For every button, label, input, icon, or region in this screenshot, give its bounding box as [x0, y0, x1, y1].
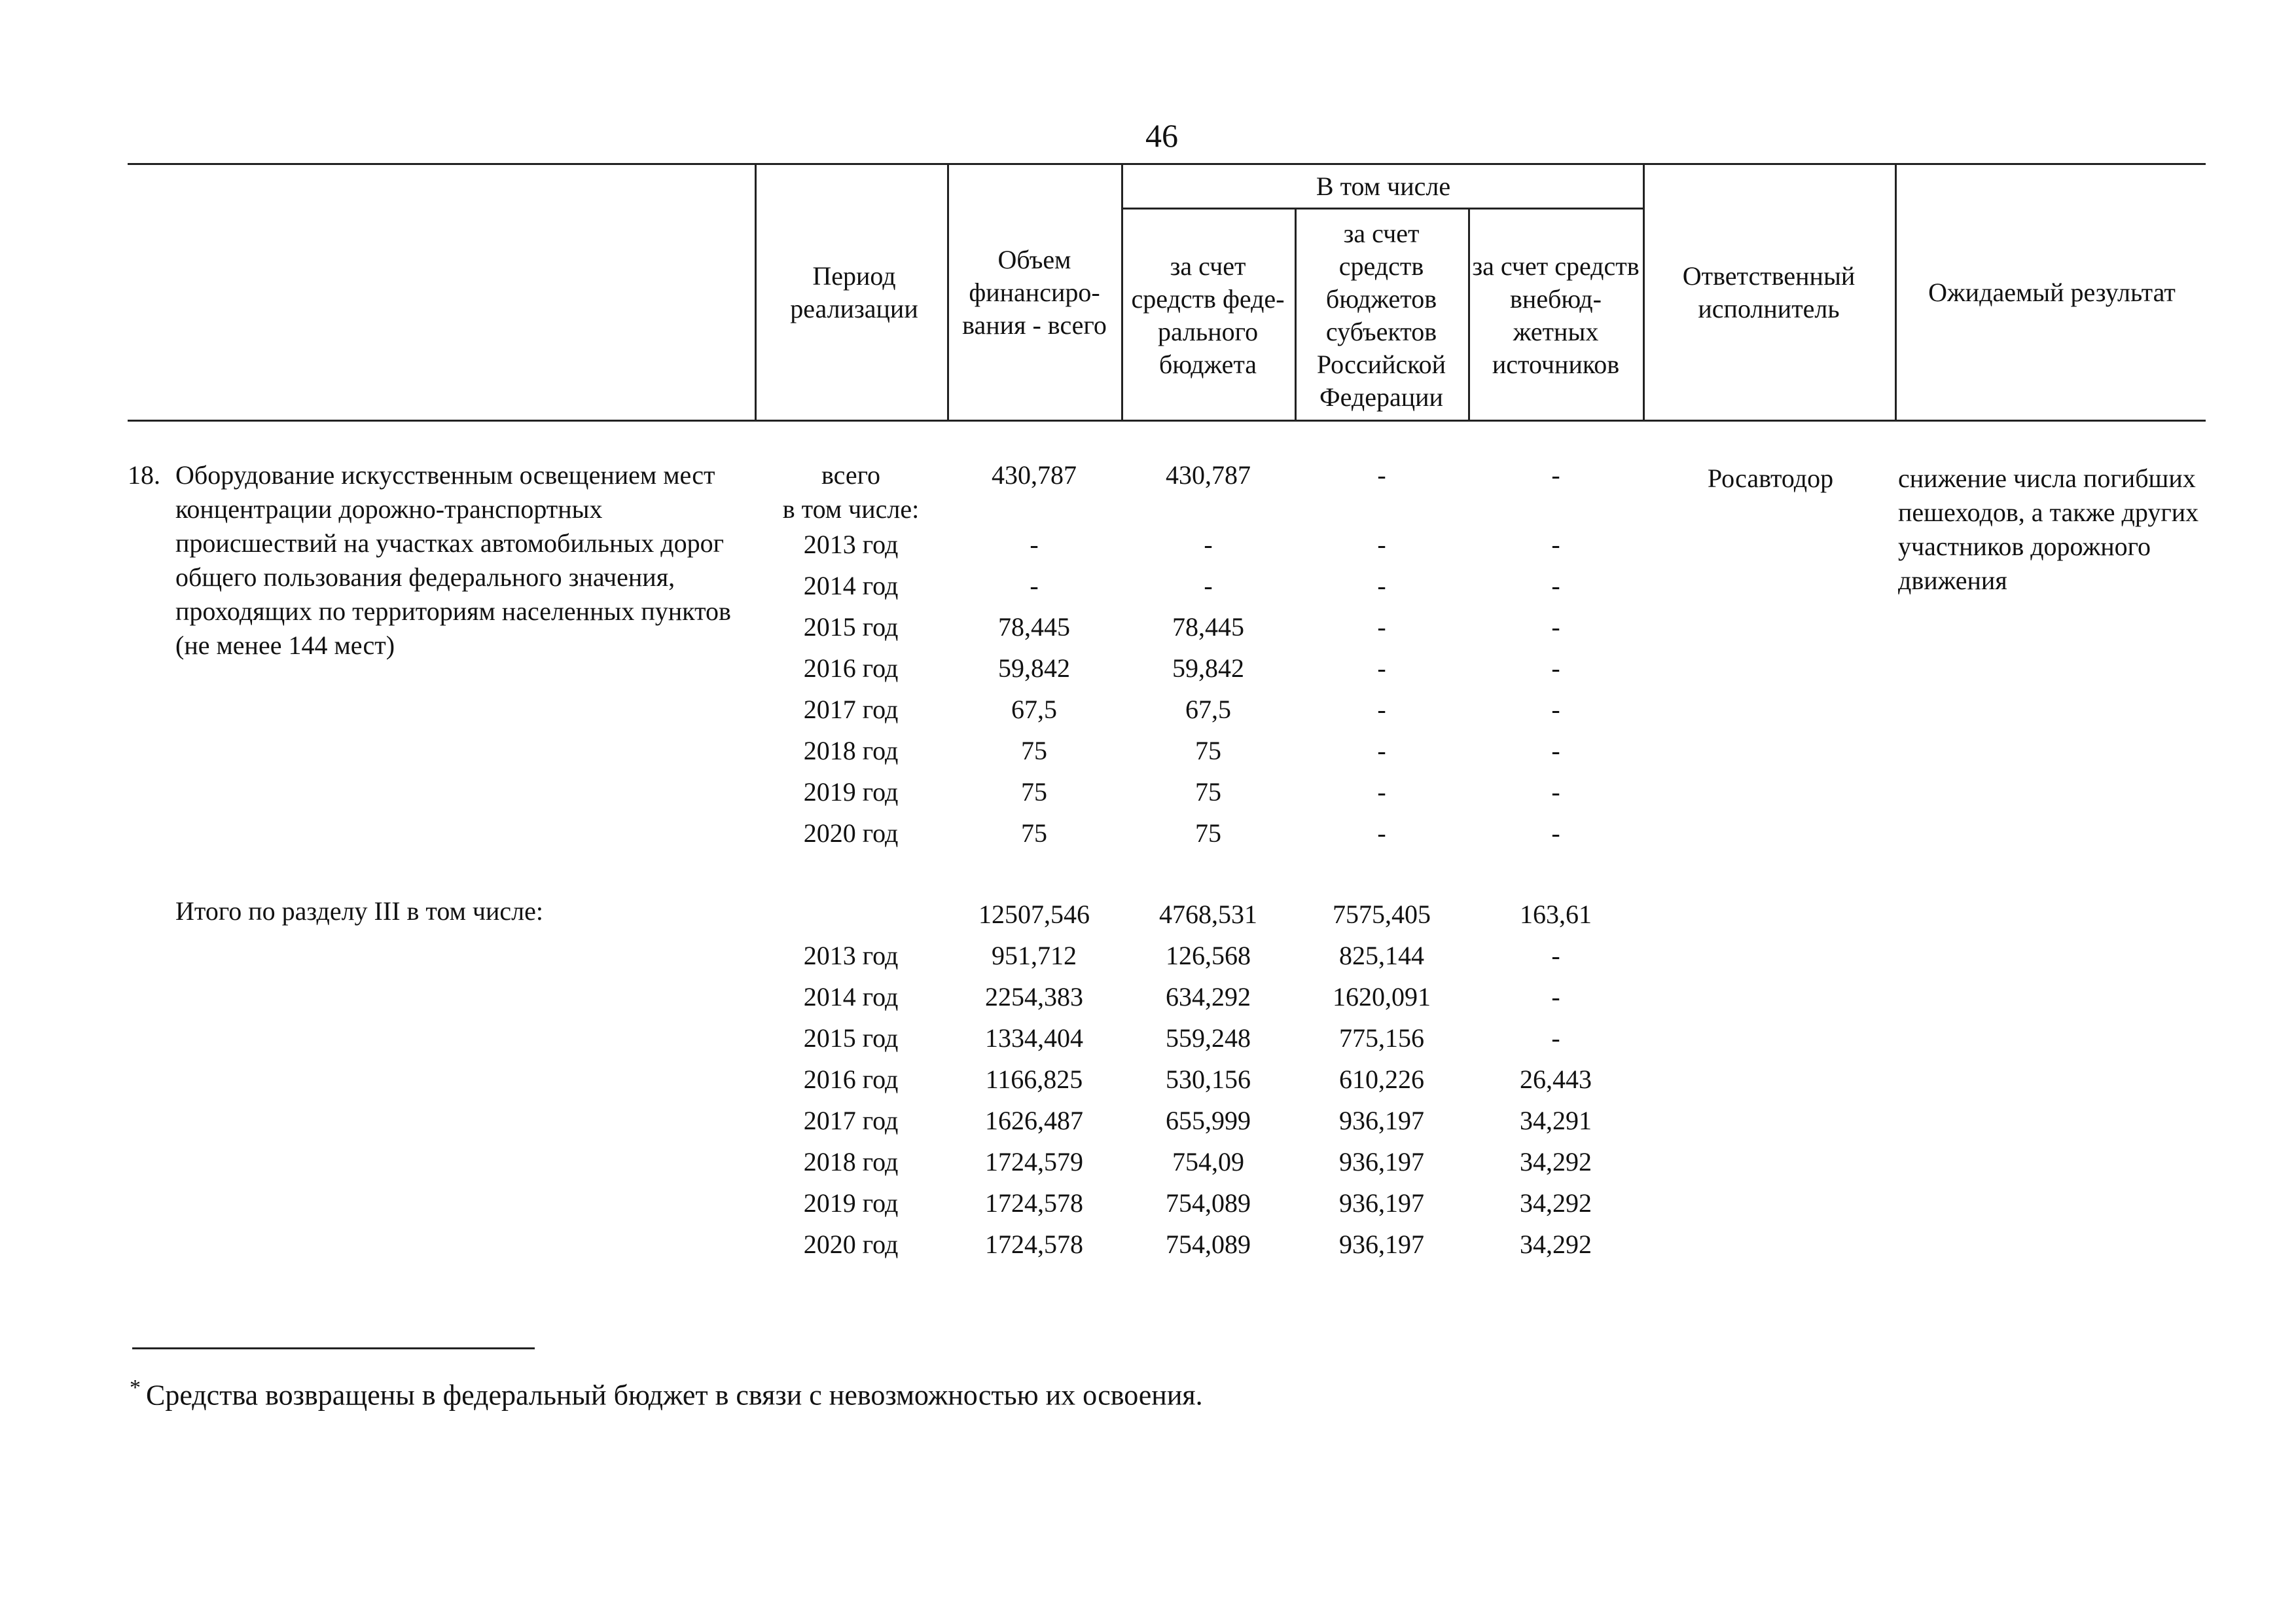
item-row-7-federal: 75	[1195, 736, 1221, 765]
item-row-4-total: 78,445	[998, 612, 1070, 642]
item-row-9-total: 75	[1021, 818, 1047, 848]
total-row-8-regional: 936,197	[1339, 1230, 1424, 1259]
total-row-1-federal: 126,568	[1166, 941, 1251, 970]
item-row-2-offbudget: -	[1551, 530, 1560, 559]
total-row-1-total: 951,712	[992, 941, 1077, 970]
total-row-3-offbudget: -	[1551, 1023, 1560, 1053]
total-row-2-period: 2014 год	[803, 982, 899, 1012]
total-row-5-federal: 655,999	[1166, 1106, 1251, 1135]
header-executor: Ответственный исполнитель	[1682, 261, 1856, 323]
item-row-3-regional: -	[1377, 571, 1386, 600]
total-row-7-regional: 936,197	[1339, 1188, 1424, 1218]
item-executor: Росавтодор	[1707, 464, 1834, 493]
total-row-8-offbudget: 34,292	[1520, 1230, 1592, 1259]
total-row-6-federal: 754,09	[1172, 1147, 1244, 1176]
header-volume: Объем финансиро-вания - всего	[962, 244, 1107, 340]
item-row-7-offbudget: -	[1551, 736, 1560, 765]
col-divider-volume	[947, 163, 949, 421]
col-divider-offbudget	[1468, 208, 1470, 421]
total-row-6-regional: 936,197	[1339, 1147, 1424, 1176]
total-row-7-period: 2019 год	[803, 1188, 899, 1218]
item-row-7-regional: -	[1377, 736, 1386, 765]
item-row-2-federal: -	[1204, 530, 1213, 559]
footnote	[130, 1370, 1203, 1414]
page-number: 46	[1145, 117, 1178, 154]
item-row-2-regional: -	[1377, 530, 1386, 559]
total-row-8-total: 1724,578	[985, 1230, 1083, 1259]
item-row-6-offbudget: -	[1551, 695, 1560, 724]
item-row-8-federal: 75	[1195, 777, 1221, 807]
total-row-3-period: 2015 год	[803, 1023, 899, 1053]
item-row-0-regional: -	[1377, 460, 1386, 490]
item-row-2-period: 2013 год	[803, 530, 899, 559]
item-row-6-regional: -	[1377, 695, 1386, 724]
total-row-5-total: 1626,487	[985, 1106, 1083, 1135]
item-row-4-offbudget: -	[1551, 612, 1560, 642]
item-row-5-period: 2016 год	[803, 653, 899, 683]
item-row-8-period: 2019 год	[803, 777, 899, 807]
total-row-4-federal: 530,156	[1166, 1065, 1251, 1094]
total-row-6-period: 2018 год	[803, 1147, 899, 1176]
total-row-3-federal: 559,248	[1166, 1023, 1251, 1053]
col-divider-regional	[1295, 208, 1297, 421]
item-row-8-total: 75	[1021, 777, 1047, 807]
header-offbudget: за счет средств внебюд-жетных источников	[1472, 251, 1640, 379]
header-federal: за счет средств феде-рального бюджета	[1131, 251, 1285, 379]
item-row-6-total: 67,5	[1011, 695, 1057, 724]
total-row-7-offbudget: 34,292	[1520, 1188, 1592, 1218]
item-row-0-total: 430,787	[992, 460, 1077, 490]
total-row-5-regional: 936,197	[1339, 1106, 1424, 1135]
item-row-5-offbudget: -	[1551, 653, 1560, 683]
item-row-9-offbudget: -	[1551, 818, 1560, 848]
total-row-1-offbudget: -	[1551, 941, 1560, 970]
item-title: Оборудование искусственным освещением мест концентрации дорожно-транспортных происшествий на участках автомобильных дорог общего пользования федерального значения, проходящих по территориям населенных пунктов (не менее 144 мест)	[175, 460, 731, 660]
item-row-4-federal: 78,445	[1172, 612, 1244, 642]
item-row-3-period: 2014 год	[803, 571, 899, 600]
total-row-4-offbudget: 26,443	[1520, 1065, 1592, 1094]
item-row-8-offbudget: -	[1551, 777, 1560, 807]
total-row-5-period: 2017 год	[803, 1106, 899, 1135]
item-row-0-period: всего	[821, 460, 881, 490]
total-row-8-period: 2020 год	[803, 1230, 899, 1259]
total-row-4-regional: 610,226	[1339, 1065, 1424, 1094]
footnote-rule	[132, 1347, 535, 1349]
item-number: 18.	[128, 460, 160, 490]
header-group-rule	[1121, 208, 1645, 210]
item-row-4-period: 2015 год	[803, 612, 899, 642]
header-result: Ожидаемый результат	[1928, 277, 2176, 307]
total-row-1-period: 2013 год	[803, 941, 899, 970]
total-row-6-offbudget: 34,292	[1520, 1147, 1592, 1176]
item-row-7-period: 2018 год	[803, 736, 899, 765]
item-row-0-offbudget: -	[1551, 460, 1560, 490]
item-row-2-total: -	[1030, 530, 1039, 559]
header-period: Период реализации	[790, 261, 918, 323]
total-title: Итого по разделу III в том числе:	[175, 896, 544, 926]
item-row-6-federal: 67,5	[1185, 695, 1231, 724]
header-regional: за счет средств бюджетов субъектов Российской Федерации	[1316, 218, 1446, 412]
footnote-marker: *	[130, 1376, 141, 1400]
total-row-2-offbudget: -	[1551, 982, 1560, 1012]
item-row-4-regional: -	[1377, 612, 1386, 642]
total-row-7-total: 1724,578	[985, 1188, 1083, 1218]
item-row-6-period: 2017 год	[803, 695, 899, 724]
footnote-text: Средства возвращены в федеральный бюджет в связи с невозможностью их освоения.	[146, 1379, 1203, 1412]
item-row-0-federal: 430,787	[1166, 460, 1251, 490]
col-divider-result	[1895, 163, 1897, 421]
total-row-3-regional: 775,156	[1339, 1023, 1424, 1053]
total-row-4-period: 2016 год	[803, 1065, 899, 1094]
total-row-7-federal: 754,089	[1166, 1188, 1251, 1218]
total-row-0-total: 12507,546	[978, 900, 1090, 929]
total-row-2-total: 2254,383	[985, 982, 1083, 1012]
item-result: снижение числа погибших пешеходов, а также других участников дорожного движения	[1898, 464, 2199, 595]
total-row-0-offbudget: 163,61	[1520, 900, 1592, 929]
item-row-7-total: 75	[1021, 736, 1047, 765]
item-row-8-regional: -	[1377, 777, 1386, 807]
header-incl-group: В том числе	[1316, 171, 1451, 201]
total-row-1-regional: 825,144	[1339, 941, 1424, 970]
total-row-4-total: 1166,825	[985, 1065, 1083, 1094]
total-row-5-offbudget: 34,291	[1520, 1106, 1592, 1135]
col-divider-period	[755, 163, 757, 421]
total-row-8-federal: 754,089	[1166, 1230, 1251, 1259]
item-row-3-total: -	[1030, 571, 1039, 600]
item-row-3-federal: -	[1204, 571, 1213, 600]
total-row-2-regional: 1620,091	[1333, 982, 1431, 1012]
total-row-3-total: 1334,404	[985, 1023, 1083, 1053]
item-row-9-federal: 75	[1195, 818, 1221, 848]
item-row-5-total: 59,842	[998, 653, 1070, 683]
item-row-5-regional: -	[1377, 653, 1386, 683]
total-row-0-federal: 4768,531	[1159, 900, 1257, 929]
total-row-2-federal: 634,292	[1166, 982, 1251, 1012]
total-row-0-regional: 7575,405	[1333, 900, 1431, 929]
item-row-5-federal: 59,842	[1172, 653, 1244, 683]
item-row-9-regional: -	[1377, 818, 1386, 848]
item-row-9-period: 2020 год	[803, 818, 899, 848]
header-bottom-rule	[128, 420, 2206, 422]
item-row-1-period: в том числе:	[782, 494, 920, 524]
item-row-3-offbudget: -	[1551, 571, 1560, 600]
total-row-6-total: 1724,579	[985, 1147, 1083, 1176]
